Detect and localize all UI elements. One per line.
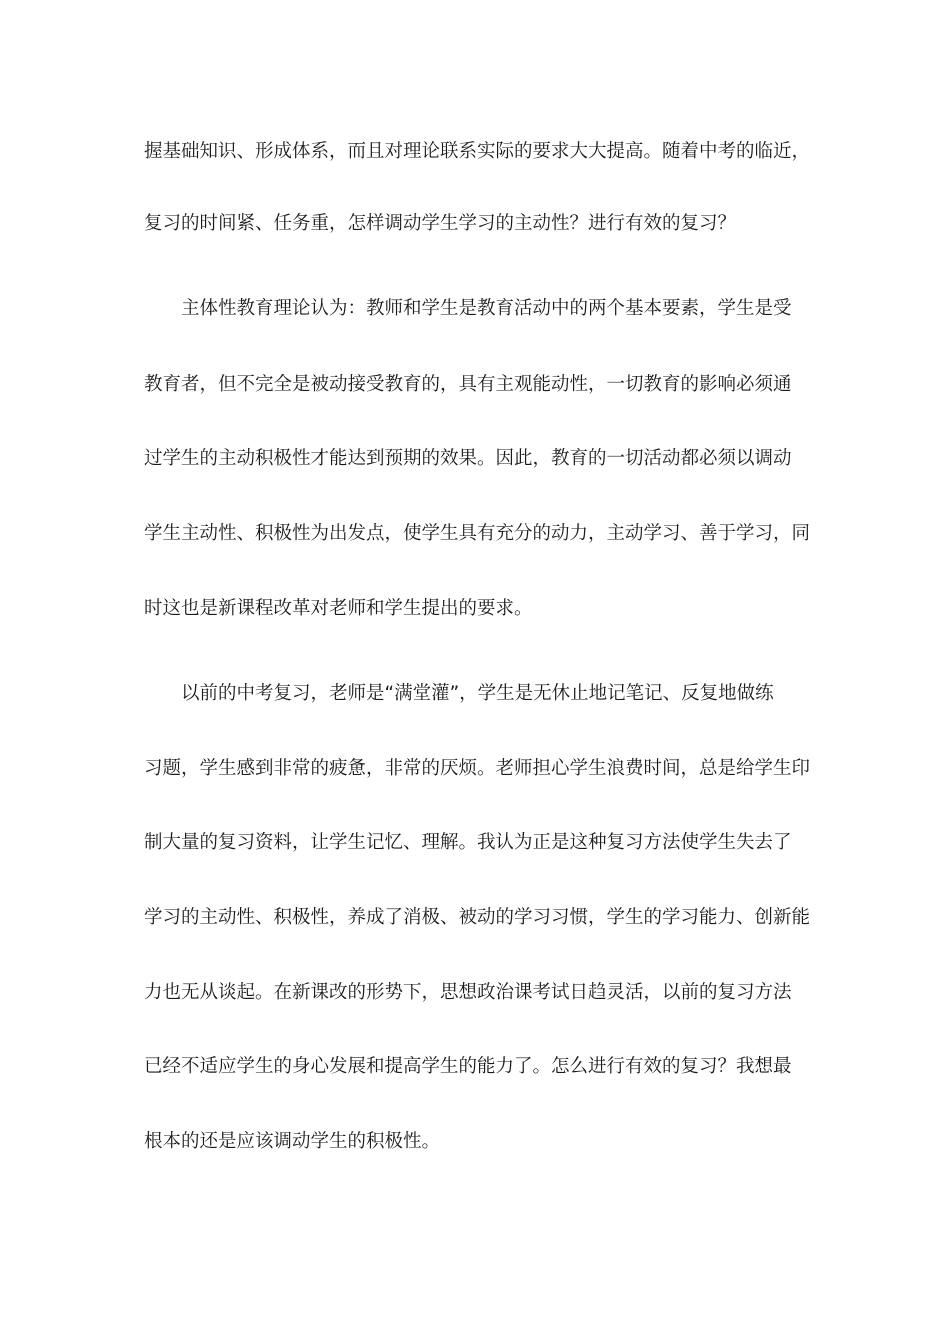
text-line: 根本的还是应该调动学生的积极性。 bbox=[144, 1131, 441, 1152]
text-line: 过学生的主动积极性才能达到预期的效果。因此，教育的一切活动都必须以调动 bbox=[144, 448, 792, 469]
paragraph-start-line: 主体性教育理论认为：教师和学生是教育活动中的两个基本要素，学生是受 bbox=[144, 298, 792, 319]
text-line: 学生主动性、积极性为出发点，使学生具有充分的动力，主动学习、善于学习，同 bbox=[144, 523, 811, 544]
text-line: 复习的时间紧、任务重，怎样调动学生学习的主动性？进行有效的复习？ bbox=[144, 213, 737, 234]
text-line: 时这也是新课程改革对老师和学生提出的要求。 bbox=[144, 598, 533, 619]
text-line: 习题，学生感到非常的疲惫，非常的厌烦。老师担心学生浪费时间，总是给学生印 bbox=[144, 758, 811, 779]
text-line: 已经不适应学生的身心发展和提高学生的能力了。怎么进行有效的复习？我想最 bbox=[144, 1056, 792, 1077]
text-line: 力也无从谈起。在新课改的形势下，思想政治课考试日趋灵活，以前的复习方法 bbox=[144, 982, 792, 1003]
text-line: 教育者，但不完全是被动接受教育的，具有主观能动性，一切教育的影响必须通 bbox=[144, 374, 792, 395]
text-line: 学习的主动性、积极性，养成了消极、被动的学习习惯，学生的学习能力、创新能 bbox=[144, 907, 811, 928]
text-line: 制大量的复习资料，让学生记忆、理解。我认为正是这种复习方法使学生失去了 bbox=[144, 832, 792, 853]
text-line: 握基础知识、形成体系，而且对理论联系实际的要求大大提高。随着中考的临近， bbox=[144, 141, 811, 162]
paragraph-start-line: 以前的中考复习，老师是“满堂灌”，学生是无休止地记笔记、反复地做练 bbox=[144, 683, 774, 704]
